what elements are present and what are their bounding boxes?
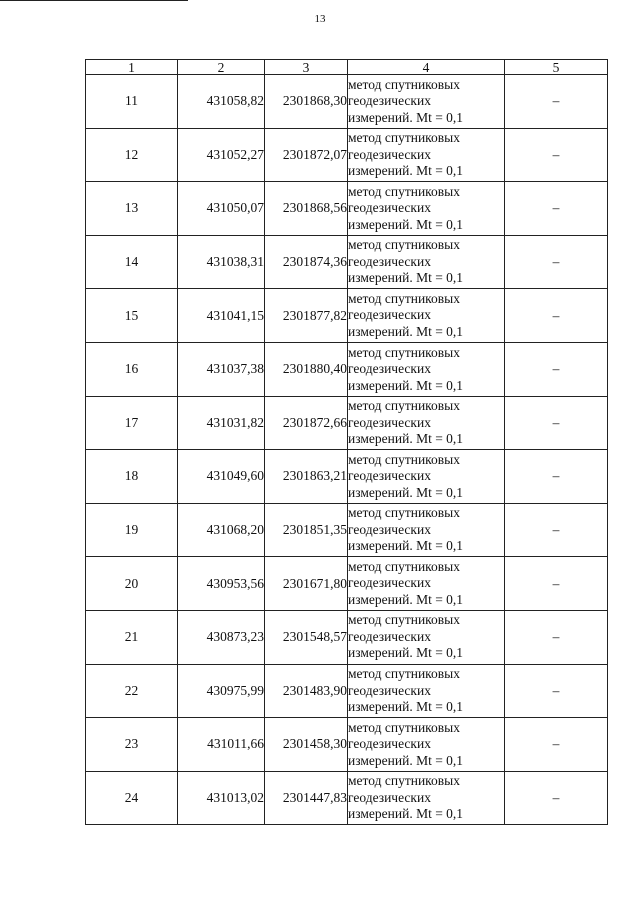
table-row [86,396,608,450]
note-cell: – [505,718,608,772]
y-coordinate-cell: 2301868,30 [265,75,348,129]
method-line: геодезических [348,628,431,644]
x-coordinate-cell: 431038,31 [178,235,265,289]
y-coordinate-cell: 2301880,40 [265,342,348,396]
table-row [86,235,608,289]
method-line: геодезических [348,789,431,805]
method-line: измерений. Mt = 0,1 [348,163,464,179]
method-line: метод спутниковых [348,237,460,253]
point-number-cell: 16 [86,342,178,396]
method-line: измерений. Mt = 0,1 [348,484,464,500]
method-line: метод спутниковых [348,344,460,360]
method-line: измерений. Mt = 0,1 [348,752,464,768]
coordinates-table [85,59,608,825]
method-cell [348,75,505,129]
point-number-cell: 15 [86,289,178,343]
point-number-cell: 17 [86,396,178,450]
point-number-cell: 14 [86,235,178,289]
method-line: геодезических [348,414,431,430]
method-line: метод спутниковых [348,666,460,682]
method-line: геодезических [348,200,431,216]
y-coordinate-cell: 2301447,83 [265,771,348,825]
y-coordinate-cell: 2301458,30 [265,718,348,772]
method-cell [348,342,505,396]
method-line: измерений. Mt = 0,1 [348,216,464,232]
x-coordinate-cell: 431037,38 [178,342,265,396]
note-cell: – [505,396,608,450]
method-cell [348,450,505,504]
note-cell: – [505,610,608,664]
method-cell [348,396,505,450]
header-rule [0,0,188,1]
method-cell [348,182,505,236]
method-line: метод спутниковых [348,773,460,789]
method-line: метод спутниковых [348,719,460,735]
x-coordinate-cell: 430975,99 [178,664,265,718]
method-line: метод спутниковых [348,398,460,414]
table-row [86,75,608,129]
x-coordinate-cell: 431011,66 [178,718,265,772]
x-coordinate-cell: 431050,07 [178,182,265,236]
table-row [86,182,608,236]
note-cell: – [505,450,608,504]
note-cell: – [505,771,608,825]
method-line: геодезических [348,575,431,591]
point-number-cell: 12 [86,128,178,182]
y-coordinate-cell: 2301868,56 [265,182,348,236]
x-coordinate-cell: 430873,23 [178,610,265,664]
method-line: измерений. Mt = 0,1 [348,109,464,125]
note-cell: – [505,75,608,129]
point-number-cell: 24 [86,771,178,825]
x-coordinate-cell: 431068,20 [178,503,265,557]
header-col-1: 1 [86,60,178,75]
method-line: метод спутниковых [348,451,460,467]
point-number-cell: 13 [86,182,178,236]
table-row [86,450,608,504]
header-col-3: 3 [265,60,348,75]
method-line: геодезических [348,253,431,269]
method-line: геодезических [348,307,431,323]
table-row [86,664,608,718]
point-number-cell: 22 [86,664,178,718]
header-row [86,60,608,75]
y-coordinate-cell: 2301863,21 [265,450,348,504]
point-number-cell: 20 [86,557,178,611]
method-line: геодезических [348,146,431,162]
method-line: геодезических [348,736,431,752]
method-line: метод спутниковых [348,290,460,306]
method-cell [348,557,505,611]
method-line: измерений. Mt = 0,1 [348,270,464,286]
method-line: измерений. Mt = 0,1 [348,377,464,393]
method-line: геодезических [348,468,431,484]
x-coordinate-cell: 431031,82 [178,396,265,450]
method-line: метод спутниковых [348,76,460,92]
method-line: измерений. Mt = 0,1 [348,431,464,447]
note-cell: – [505,128,608,182]
method-cell [348,610,505,664]
table-row [86,771,608,825]
y-coordinate-cell: 2301851,35 [265,503,348,557]
table-row [86,718,608,772]
x-coordinate-cell: 431013,02 [178,771,265,825]
header-col-2: 2 [178,60,265,75]
method-cell [348,503,505,557]
note-cell: – [505,235,608,289]
method-cell [348,289,505,343]
note-cell: – [505,557,608,611]
x-coordinate-cell: 431041,15 [178,289,265,343]
table-row [86,289,608,343]
header-col-4: 4 [348,60,505,75]
method-cell [348,664,505,718]
method-line: измерений. Mt = 0,1 [348,323,464,339]
x-coordinate-cell: 431052,27 [178,128,265,182]
note-cell: – [505,182,608,236]
note-cell: – [505,503,608,557]
method-line: геодезических [348,93,431,109]
note-cell: – [505,342,608,396]
table-row [86,557,608,611]
y-coordinate-cell: 2301483,90 [265,664,348,718]
method-line: метод спутниковых [348,505,460,521]
y-coordinate-cell: 2301872,07 [265,128,348,182]
method-line: измерений. Mt = 0,1 [348,591,464,607]
x-coordinate-cell: 430953,56 [178,557,265,611]
table-row [86,128,608,182]
x-coordinate-cell: 431058,82 [178,75,265,129]
table-row [86,503,608,557]
method-cell [348,128,505,182]
y-coordinate-cell: 2301548,57 [265,610,348,664]
table-header [86,60,608,75]
point-number-cell: 11 [86,75,178,129]
method-line: измерений. Mt = 0,1 [348,645,464,661]
x-coordinate-cell: 431049,60 [178,450,265,504]
point-number-cell: 18 [86,450,178,504]
method-line: измерений. Mt = 0,1 [348,538,464,554]
method-line: метод спутниковых [348,558,460,574]
method-line: метод спутниковых [348,130,460,146]
method-line: измерений. Mt = 0,1 [348,699,464,715]
y-coordinate-cell: 2301877,82 [265,289,348,343]
method-line: измерений. Mt = 0,1 [348,806,464,822]
method-line: геодезических [348,521,431,537]
point-number-cell: 19 [86,503,178,557]
method-cell [348,718,505,772]
y-coordinate-cell: 2301872,66 [265,396,348,450]
method-line: геодезических [348,682,431,698]
method-line: метод спутниковых [348,183,460,199]
header-col-5: 5 [505,60,608,75]
method-line: метод спутниковых [348,612,460,628]
table-row [86,342,608,396]
table-body [86,75,608,825]
method-cell [348,771,505,825]
method-line: геодезических [348,361,431,377]
note-cell: – [505,289,608,343]
point-number-cell: 23 [86,718,178,772]
table-row [86,610,608,664]
page-number: 13 [314,13,326,25]
y-coordinate-cell: 2301874,36 [265,235,348,289]
method-cell [348,235,505,289]
point-number-cell: 21 [86,610,178,664]
y-coordinate-cell: 2301671,80 [265,557,348,611]
note-cell: – [505,664,608,718]
